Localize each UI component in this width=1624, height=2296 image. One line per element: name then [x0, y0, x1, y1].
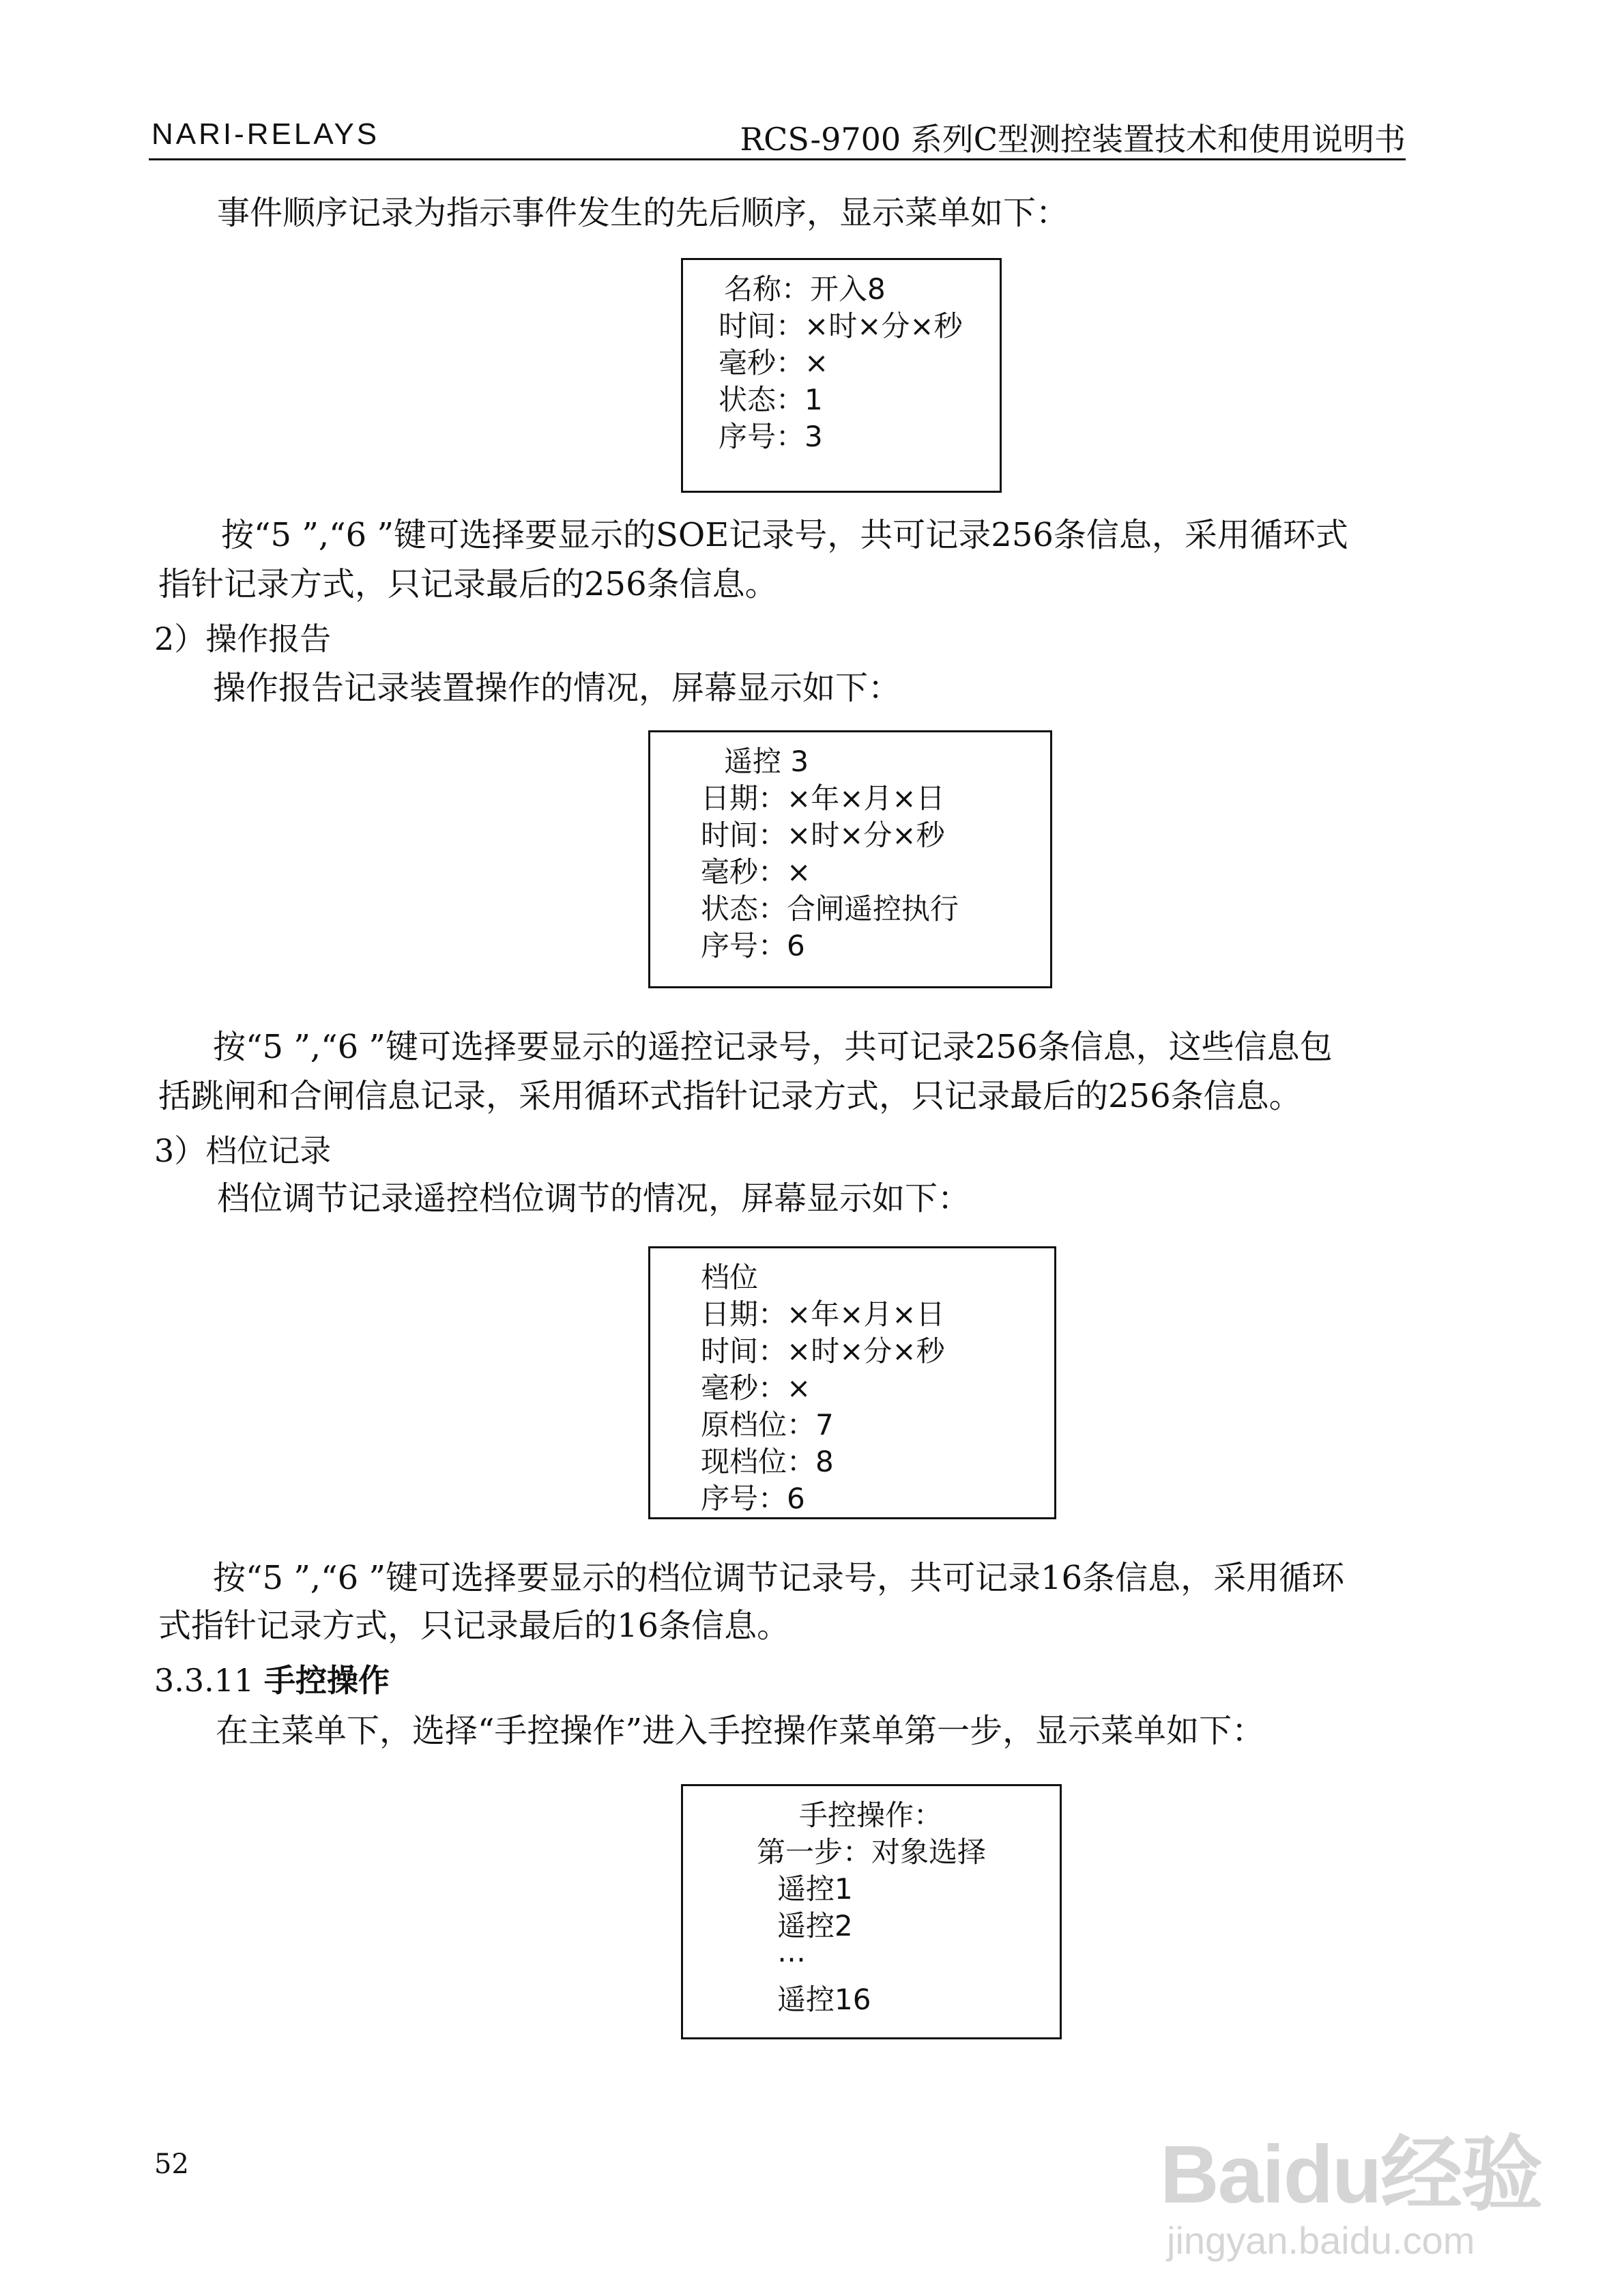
display-line: 时间：×时×分×秒	[719, 309, 963, 343]
manual-control-intro: 在主菜单下，选择“手控操作”进入手控操作菜单第一步，显示菜单如下：	[216, 1712, 1265, 1750]
subsection-title-operation-report: 2）操作报告	[154, 620, 332, 657]
display-line: 遥控1	[777, 1872, 853, 1906]
display-line: 状态：合闸遥控执行	[701, 892, 959, 925]
display-line: 第一步：对象选择	[757, 1835, 987, 1869]
watermark-url: jingyan.baidu.com	[1167, 2219, 1475, 2262]
display-line: 名称：开入8	[724, 272, 886, 306]
header-rule	[149, 158, 1406, 160]
remote-desc-line-1: 按“5 ”,“6 ”键可选择要显示的遥控记录号，共可记录256条信息，这些信息包	[213, 1028, 1333, 1066]
display-line: 毫秒：×	[719, 346, 829, 379]
baidu-watermark	[1119, 2095, 1556, 2273]
display-line: 毫秒：×	[701, 855, 811, 889]
soe-record-display	[681, 258, 1002, 493]
intro-paragraph: 事件顺序记录为指示事件发生的先后顺序，显示菜单如下：	[217, 194, 1069, 232]
display-line: 时间：×时×分×秒	[701, 1334, 945, 1368]
display-line: 档位	[701, 1261, 759, 1294]
display-line: 序号：6	[701, 929, 805, 962]
display-line: 原档位：7	[701, 1408, 834, 1441]
tap-desc-line-1: 按“5 ”,“6 ”键可选择要显示的档位调节记录号，共可记录16条信息，采用循环	[213, 1559, 1345, 1597]
tap-record-desc: 档位调节记录遥控档位调节的情况，屏幕显示如下：	[217, 1179, 971, 1218]
display-line: 遥控 3	[724, 745, 809, 778]
display-line: 遥控2	[777, 1909, 853, 1942]
display-line: 现档位：8	[701, 1445, 834, 1478]
manual-control-menu-display	[681, 1784, 1062, 2039]
header-brand: NARI-RELAYS	[151, 117, 380, 151]
display-line: 手控操作：	[799, 1798, 943, 1832]
section-title: 手控操作	[263, 1662, 390, 1699]
tap-record-display	[648, 1246, 1056, 1519]
display-line: 日期：×年×月×日	[701, 1297, 945, 1331]
display-line: …	[777, 1935, 806, 1968]
display-line: 日期：×年×月×日	[701, 781, 945, 815]
remote-control-record-display	[648, 730, 1052, 988]
soe-desc-line-1: 按“5 ”,“6 ”键可选择要显示的SOE记录号，共可记录256条信息，采用循环式	[221, 516, 1348, 554]
page-number: 52	[154, 2149, 189, 2180]
remote-desc-line-2: 括跳闸和合闸信息记录，采用循环式指针记录方式，只记录最后的256条信息。	[158, 1077, 1302, 1115]
tap-desc-line-2: 式指针记录方式，只记录最后的16条信息。	[158, 1607, 790, 1645]
subsection-title-tap-record: 3）档位记录	[154, 1132, 332, 1169]
watermark-brand: Baidu经验	[1160, 2129, 1542, 2220]
display-line: 序号：6	[701, 1482, 805, 1515]
header-doc-title: RCS-9700 系列C型测控装置技术和使用说明书	[740, 121, 1406, 158]
display-line: 毫秒：×	[701, 1371, 811, 1405]
display-line: 状态：1	[719, 383, 823, 416]
display-line: 遥控16	[777, 1983, 871, 2016]
display-line: 时间：×时×分×秒	[701, 818, 945, 852]
display-line: 序号：3	[719, 420, 823, 453]
section-number: 3.3.11	[154, 1662, 255, 1699]
operation-report-desc: 操作报告记录装置操作的情况，屏幕显示如下：	[213, 669, 901, 707]
section-heading	[154, 1656, 390, 1705]
soe-desc-line-2: 指针记录方式，只记录最后的256条信息。	[158, 565, 778, 603]
